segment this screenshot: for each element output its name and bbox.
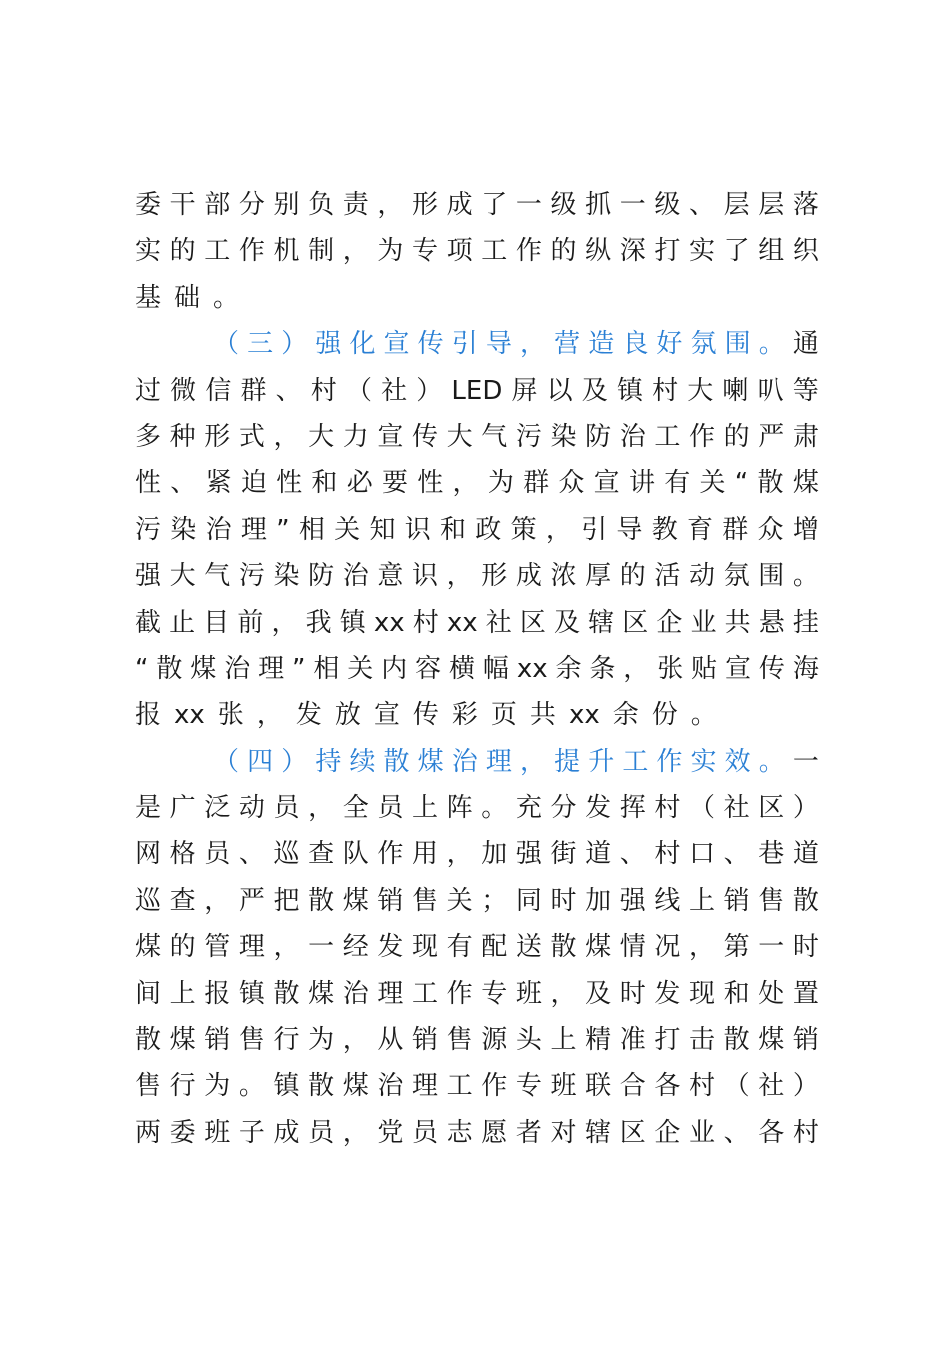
text-line: 截 止 目 前 ， 我 镇 xx 村 xx 社 区 及 辖 区 企 业 共 悬 挂 <box>135 607 819 638</box>
text-line: （ 四 ） 持 续 散 煤 治 理 ， 提 升 工 作 实 效 。 一 <box>213 746 819 777</box>
text-line: （ 三 ） 强 化 宣 传 引 导 ， 营 造 良 好 氛 围 。 通 <box>213 329 819 360</box>
paragraph-three <box>135 321 819 739</box>
text-line: 性 、 紧 迫 性 和 必 要 性 ， 为 群 众 宣 讲 有 关 “ 散 煤 <box>135 468 819 499</box>
text-line: 两 委 班 子 成 员 ， 党 员 志 愿 者 对 辖 区 企 业 、 各 村 <box>135 1117 819 1148</box>
text-line: 巡 查 ， 严 把 散 煤 销 售 关 ； 同 时 加 强 线 上 销 售 散 <box>135 885 819 916</box>
text-line: 实 的 工 作 机 制 ， 为 专 项 工 作 的 纵 深 打 实 了 组 织 <box>135 236 819 267</box>
text-line: 基 础 。 <box>135 282 240 313</box>
paragraph-four <box>135 739 819 1157</box>
text-line: 间 上 报 镇 散 煤 治 理 工 作 专 班 ， 及 时 发 现 和 处 置 <box>135 978 819 1009</box>
text-line: “ 散 煤 治 理 ” 相 关 内 容 横 幅 xx 余 条 ， 张 贴 宣 传 海 <box>135 653 819 684</box>
paragraph-continued <box>135 182 819 321</box>
text-line: 污 染 治 理 ” 相 关 知 识 和 政 策 ， 引 导 教 育 群 众 增 <box>135 514 819 545</box>
text-line: 强 大 气 污 染 防 治 意 识 ， 形 成 浓 厚 的 活 动 氛 围 。 <box>135 561 819 592</box>
text-line: 报 xx 张 ， 发 放 宣 传 彩 页 共 xx 余 份 。 <box>135 700 717 731</box>
text-line: 多 种 形 式 ， 大 力 宣 传 大 气 污 染 防 治 工 作 的 严 肃 <box>135 421 819 452</box>
text-line: 委 干 部 分 别 负 责 ， 形 成 了 一 级 抓 一 级 、 层 层 落 <box>135 190 819 220</box>
document-body <box>135 182 819 1156</box>
text-line: 是 广 泛 动 员 ， 全 员 上 阵 。 充 分 发 挥 村 （ 社 区 ） <box>135 793 819 824</box>
text-line: 网 格 员 、 巡 查 队 作 用 ， 加 强 街 道 、 村 口 、 巷 道 <box>135 839 819 870</box>
text-line: 过 微 信 群 、 村 （ 社 ） LED 屏 以 及 镇 村 大 喇 叭 等 <box>135 375 819 406</box>
text-line: 煤 的 管 理 ， 一 经 发 现 有 配 送 散 煤 情 况 ， 第 一 时 <box>135 932 819 963</box>
text-line: 散 煤 销 售 行 为 ， 从 销 售 源 头 上 精 准 打 击 散 煤 销 <box>135 1025 819 1056</box>
text-line: 售 行 为 。 镇 散 煤 治 理 工 作 专 班 联 合 各 村 （ 社 ） <box>135 1071 819 1102</box>
